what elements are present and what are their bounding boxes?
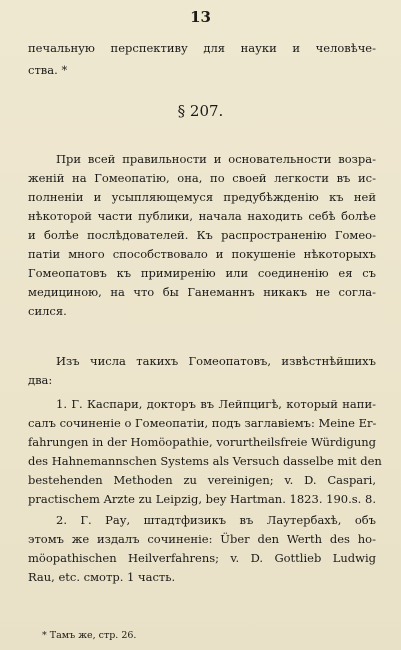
paragraph1-line-3: полненіи и усыпляющемуся предубѣжденію къ ней: [28, 190, 376, 204]
paragraph1-line-9: сился.: [28, 304, 67, 318]
paragraph1-line-5: и болѣе послѣдователей. Къ распространенію Гомео-: [28, 228, 376, 242]
footnote: * Тамъ же, стр. 26.: [42, 630, 137, 641]
paragraph2-line-1: Изъ числа такихъ Гомеопатовъ, извѣстнѣйшихъ: [56, 354, 376, 368]
page-number: 13: [190, 8, 211, 26]
entry1-line-3: fahrungen in der Homöopathie, vorurtheilsfreie Würdigung: [28, 435, 376, 449]
paragraph1-line-4: нѣкоторой части публики, начала находить себѣ болѣе: [28, 209, 376, 223]
entry1-line-1: 1. Г. Каспари, докторъ въ Лейпцигѣ, который напи-: [56, 397, 376, 411]
entry2-line-4: Rau, etc. смотр. 1 часть.: [28, 570, 176, 584]
paragraph1-line-7: Гомеопатовъ къ примиренію или соединенію ея съ: [28, 266, 376, 280]
paragraph1-line-2: женій на Гомеопатію, она, по своей легкости въ ис-: [28, 171, 376, 185]
entry1-line-4: des Hahnemannschen Systems als Versuch dasselbe mit den: [28, 454, 382, 468]
entry2-line-3: möopathischen Heilverfahrens; v. D. Gottlieb Ludwig: [28, 551, 376, 565]
entry1-line-2: салъ сочиненіе о Гомеопатіи, подъ заглавіемъ: Meine Er-: [28, 416, 377, 430]
paragraph1-line-6: патіи много способствовало и покушеніе нѣкоторыхъ: [28, 247, 376, 261]
entry2-line-1: 2. Г. Рау, штадтфизикъ въ Лаутербахѣ, объ: [56, 513, 376, 527]
carryover-line-1: печальную перспективу для науки и человѣче-: [28, 41, 376, 55]
entry1-line-5: bestehenden Methoden zu vereinigen; v. D. Caspari,: [28, 473, 376, 487]
paragraph1-line-1: При всей правильности и основательности возра-: [56, 152, 376, 166]
carryover-line-2: ства. *: [28, 63, 68, 77]
entry1-line-6: practischem Arzte zu Leipzig, bey Hartman. 1823. 190.s. 8.: [28, 492, 376, 506]
entry2-line-2: этомъ же издалъ сочиненіе: Über den Werth des ho-: [28, 532, 376, 546]
paragraph1-line-8: медициною, на что бы Ганеманнъ никакъ не согла-: [28, 285, 376, 299]
section-heading: § 207.: [177, 102, 224, 120]
paragraph2-line-2: два:: [28, 373, 53, 387]
